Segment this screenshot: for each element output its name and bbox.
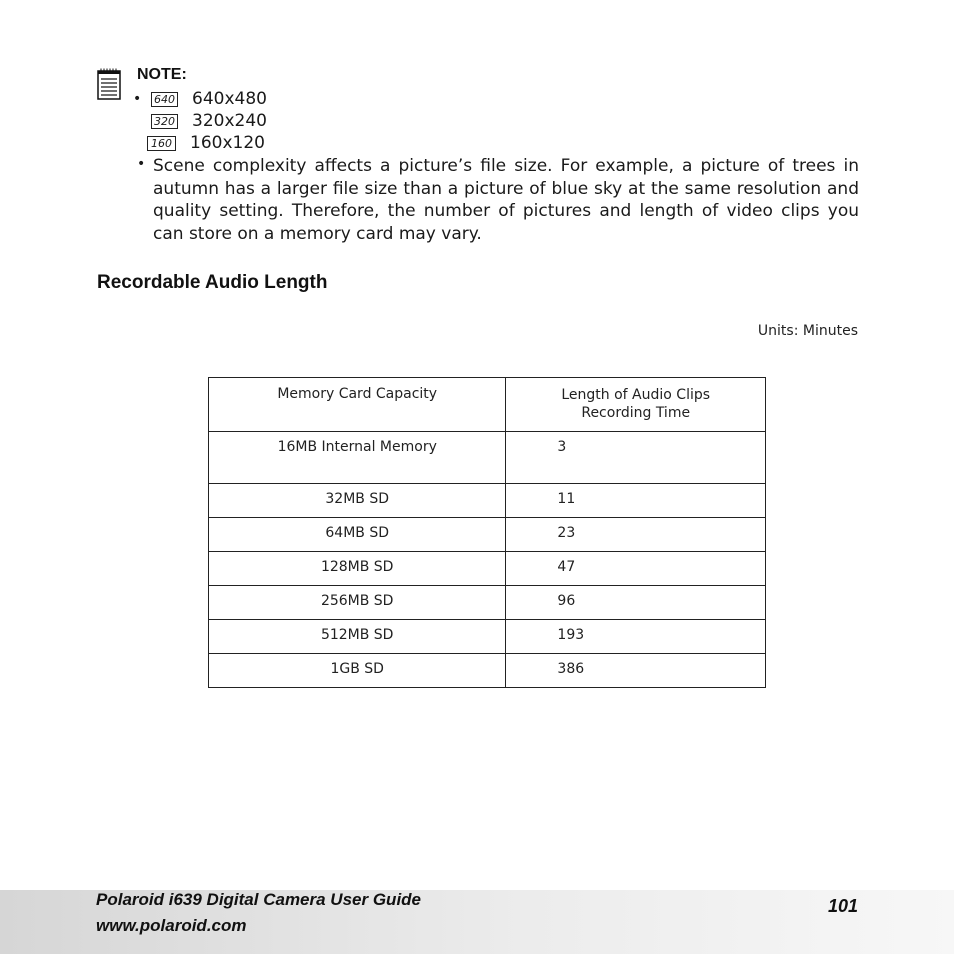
resolution-640-icon: 640: [151, 92, 178, 107]
resolution-item: [133, 88, 267, 110]
section-heading: Recordable Audio Length: [97, 272, 328, 293]
header-length-line1: Length of Audio Clips: [561, 387, 711, 403]
bullet: •: [133, 91, 142, 107]
capacity-cell: 16MB Internal Memory: [209, 432, 506, 484]
capacity-cell: 1GB SD: [209, 654, 506, 688]
footer-title: Polaroid i639 Digital Camera User Guide: [96, 890, 422, 909]
table-row: [209, 586, 766, 620]
resolution-label: 160x120: [190, 133, 265, 153]
page-number: 101: [827, 896, 858, 916]
capacity-cell: 64MB SD: [209, 518, 506, 552]
capacity-cell: 128MB SD: [209, 552, 506, 586]
table-row: [209, 432, 766, 484]
note-paragraph: Scene complexity affects a picture’s file size. For example, a picture of trees in autumn has a larger file size than a picture of blue sky at the same resolution and quality setting. Therefore, the number of pictures and length of video clips you can store on a memory card may vary.: [153, 156, 859, 244]
resolution-160-icon: 160: [147, 136, 176, 151]
note-label: NOTE:: [137, 66, 187, 83]
length-cell: 96: [506, 586, 766, 620]
length-cell: 11: [506, 484, 766, 518]
header-length: [506, 378, 766, 432]
notepad-icon: [97, 68, 121, 100]
table-row: [209, 518, 766, 552]
audio-length-table: [208, 377, 766, 688]
table-header-row: [209, 378, 766, 432]
resolution-320-icon: 320: [151, 114, 178, 129]
units-label: Units: Minutes: [757, 323, 858, 339]
table-row: [209, 484, 766, 518]
capacity-cell: 32MB SD: [209, 484, 506, 518]
footer-url: www.polaroid.com: [96, 916, 247, 935]
table-row: [209, 654, 766, 688]
length-cell: 47: [506, 552, 766, 586]
resolution-item: [151, 110, 267, 132]
capacity-cell: 256MB SD: [209, 586, 506, 620]
length-cell: 23: [506, 518, 766, 552]
table-row: [209, 620, 766, 654]
header-capacity: Memory Card Capacity: [209, 378, 506, 432]
resolution-label: 640x480: [192, 89, 267, 109]
length-cell: 386: [506, 654, 766, 688]
table-row: [209, 552, 766, 586]
bullet: •: [137, 156, 146, 172]
length-cell: 193: [506, 620, 766, 654]
resolution-item: [147, 132, 265, 154]
length-cell: 3: [506, 432, 766, 484]
capacity-cell: 512MB SD: [209, 620, 506, 654]
resolution-label: 320x240: [192, 111, 267, 131]
header-length-line2: Recording Time: [581, 405, 691, 421]
